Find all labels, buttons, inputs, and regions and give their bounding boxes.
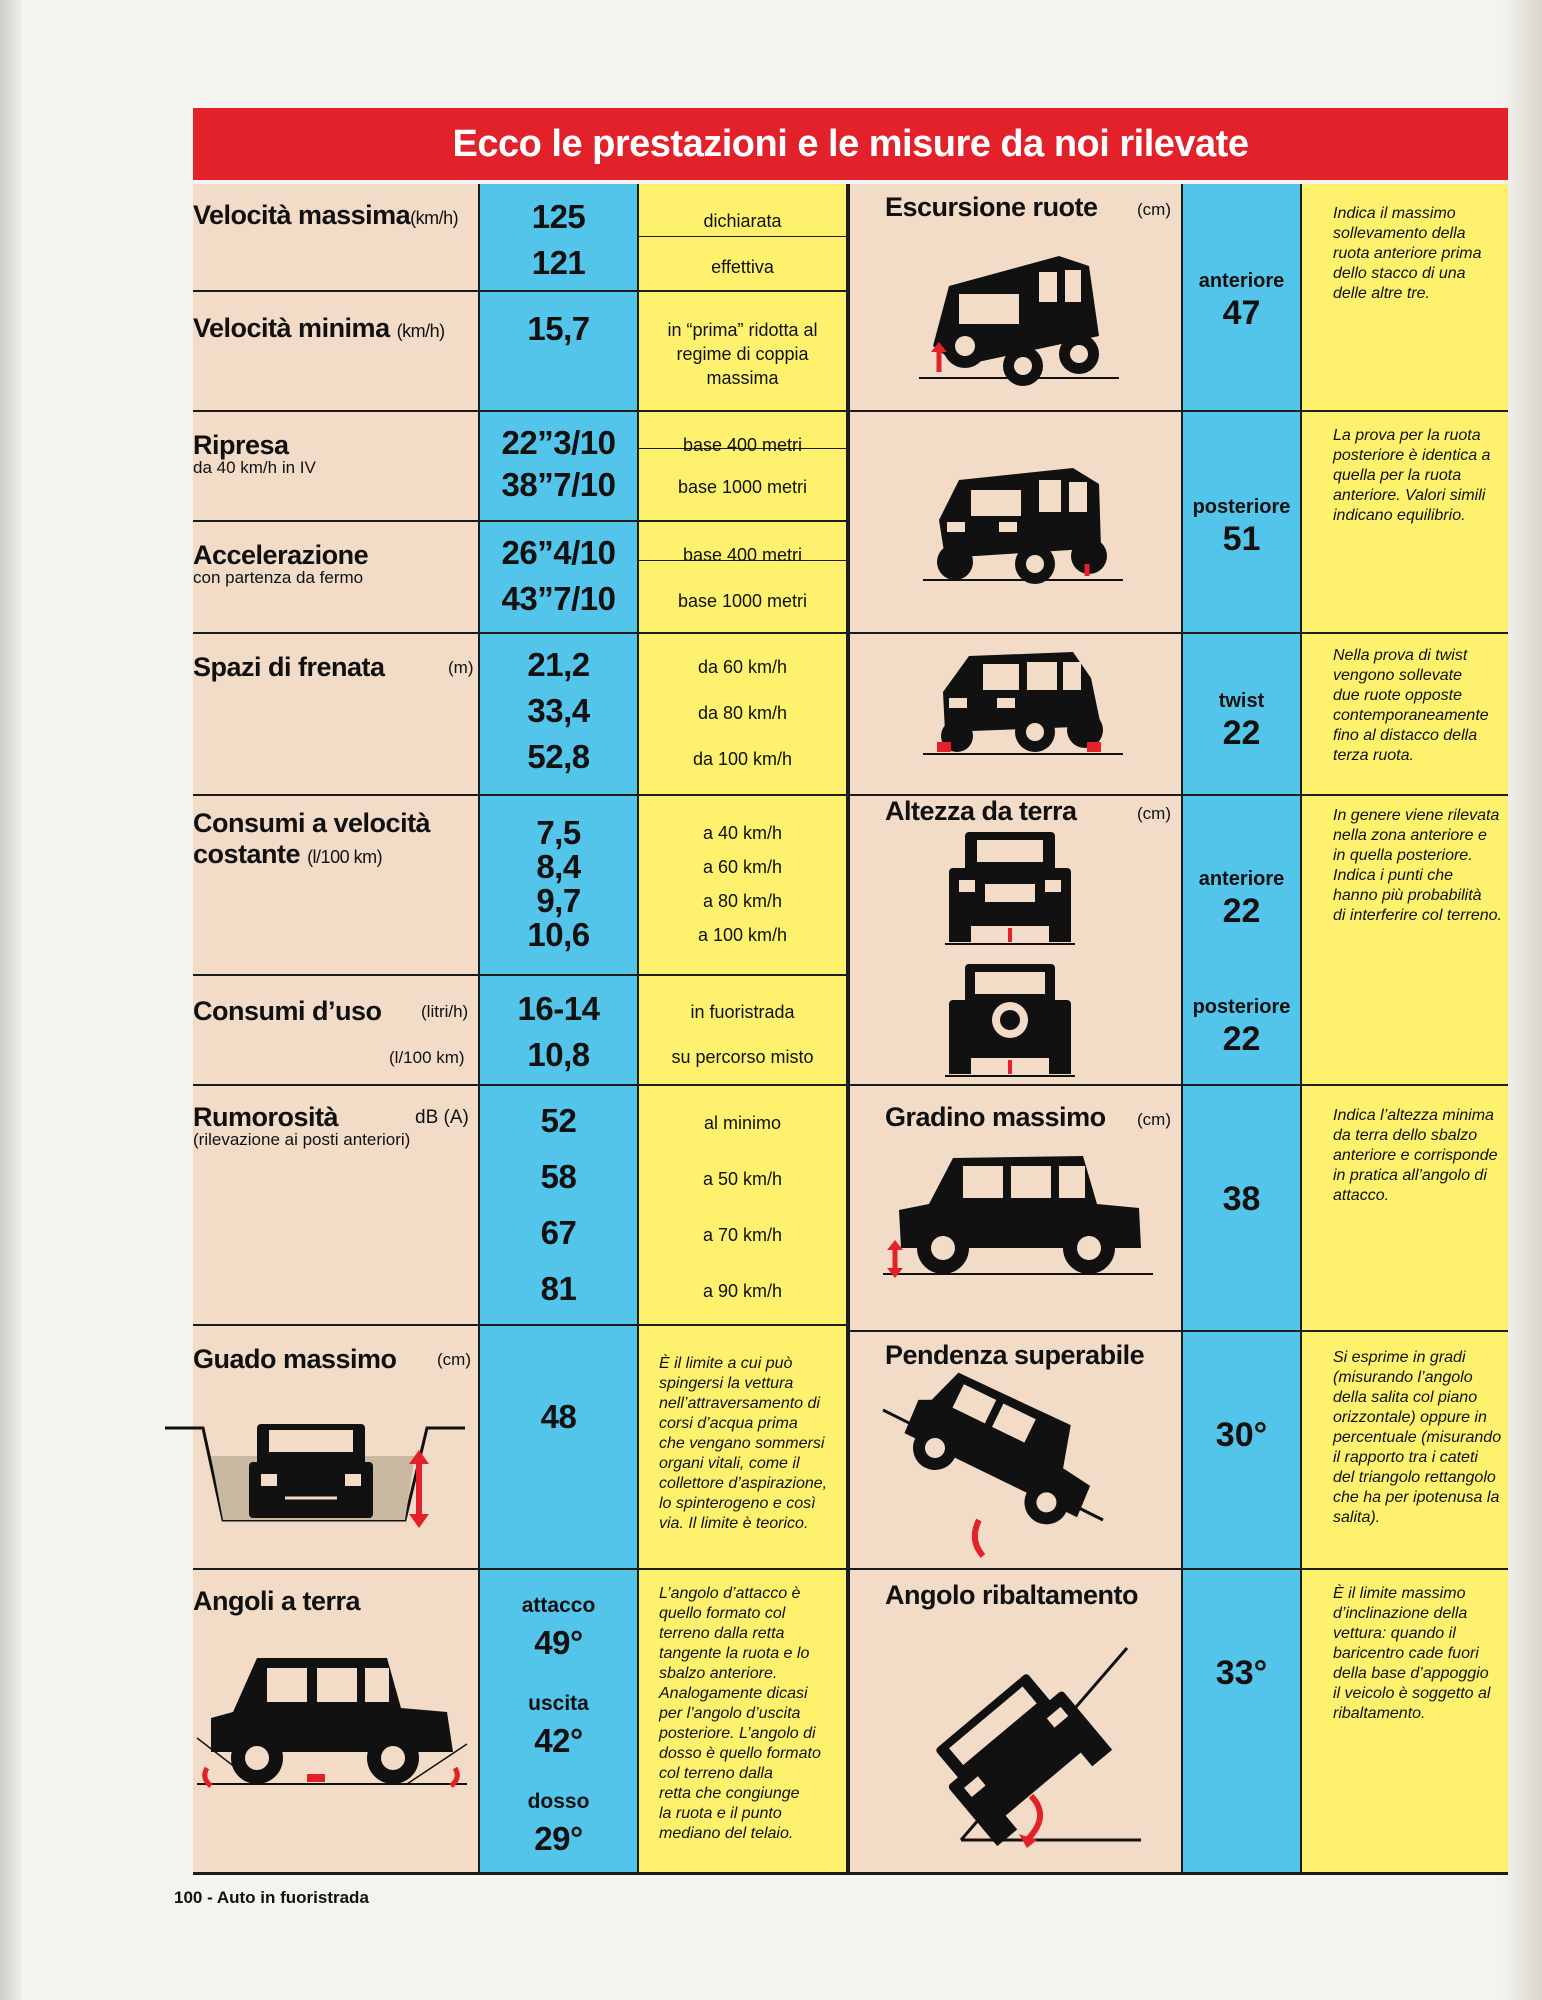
row-sublabel: (rilevazione ai posti anteriori) [193, 1130, 411, 1149]
unit: dB (A) [415, 1107, 469, 1128]
value: 15,7 [527, 310, 590, 347]
results-table [193, 108, 1508, 1875]
row-label: Consumi a velocità [193, 808, 431, 838]
sub-rule [639, 236, 846, 237]
row-label: Pendenza superabile [885, 1340, 1145, 1370]
row-rule [193, 794, 846, 796]
page-binding-edge [0, 0, 22, 2000]
note-line: vengono sollevate [1333, 667, 1462, 684]
note-line: baricentro cade fuori [1333, 1645, 1479, 1662]
note-line: Si esprime in gradi [1333, 1349, 1466, 1366]
measure-value: 22 [1222, 1020, 1261, 1058]
note-line: retta che congiunge [659, 1785, 800, 1802]
note-line: contemporaneamente [1333, 707, 1489, 724]
measure-name: anteriore [1198, 270, 1285, 292]
note-line: che ha per ipotenusa la [1333, 1489, 1500, 1506]
note-line: d’inclinazione della [1333, 1605, 1468, 1622]
measure-value: 22 [1222, 714, 1261, 752]
note-line: Indica il massimo [1333, 205, 1456, 222]
note-line: Analogamente dicasi [659, 1685, 808, 1702]
note-line: Indica i punti che [1333, 867, 1454, 884]
note-line: attacco. [1333, 1187, 1390, 1204]
row-rule [850, 1084, 1508, 1086]
wheel-travel-rear-illustration [923, 460, 1123, 590]
note-line: sbalzo anteriore. [659, 1665, 778, 1682]
row-label: costante (l/100 km) [193, 839, 383, 869]
note-line: la ruota e il punto [659, 1805, 782, 1822]
row-rule [193, 974, 846, 976]
value: 21,2 [527, 646, 590, 683]
row-rule [193, 1084, 846, 1086]
value: 121 [531, 244, 586, 281]
note-line: percentuale (misurando [1333, 1429, 1502, 1446]
measure-name: posteriore [1192, 496, 1291, 518]
description: a 80 km/h [702, 891, 783, 911]
note-line: quella per la ruota [1333, 467, 1462, 484]
description: base 400 metri [682, 435, 803, 455]
angle-value: 42° [534, 1722, 583, 1759]
description-line: in “prima” ridotta al [667, 320, 818, 340]
angle-name: uscita [528, 1692, 589, 1715]
rollover-angle-illustration [901, 1628, 1141, 1848]
note-line: col terreno dalla [659, 1765, 773, 1782]
description: a 60 km/h [702, 857, 783, 877]
note-line: nella zona anteriore e [1333, 827, 1487, 844]
value: 38”7/10 [501, 466, 616, 503]
angle-name: attacco [521, 1594, 596, 1617]
measure-name: anteriore [1198, 868, 1285, 890]
value: 22”3/10 [501, 424, 616, 461]
row-rule [193, 410, 846, 412]
angle-name: dosso [527, 1790, 590, 1813]
value: 10,8 [527, 1036, 590, 1073]
row-label: Altezza da terra [885, 796, 1077, 826]
description: a 50 km/h [702, 1169, 783, 1189]
note-line: lo spinterogeno e così [659, 1495, 816, 1512]
measure-name: twist [1218, 690, 1265, 712]
note-line: hanno più probabilità [1333, 887, 1482, 904]
measure-value: 22 [1222, 892, 1261, 930]
value: 33,4 [527, 692, 590, 729]
note-line: tangente la ruota e lo [659, 1645, 810, 1662]
note-line: indicano equilibrio. [1333, 507, 1466, 524]
note-line: La prova per la ruota [1333, 427, 1481, 444]
angles-car-illustration [197, 1648, 467, 1808]
row-label: Rumorosità [193, 1102, 339, 1132]
note-line: il veicolo è soggetto al [1333, 1685, 1491, 1702]
row-label: Velocità massima(km/h) [193, 200, 459, 230]
measure-value: 33° [1215, 1654, 1268, 1692]
row-rule [850, 410, 1508, 412]
note-line: di interferire col terreno. [1333, 907, 1502, 924]
description: da 60 km/h [697, 657, 788, 677]
value: 10,6 [527, 916, 590, 953]
row-rule [850, 1568, 1508, 1570]
value: 43”7/10 [501, 580, 616, 617]
ground-clearance-rear-illustration [945, 960, 1075, 1082]
note-line: da terra dello sbalzo [1333, 1127, 1478, 1144]
row-label: Escursione ruote [885, 192, 1098, 222]
angle-value: 49° [534, 1624, 583, 1661]
note-line: posteriore. L’angolo di [659, 1725, 816, 1742]
note-line: In genere viene rilevata [1333, 807, 1500, 824]
note-line: spingersi la vettura [659, 1375, 794, 1392]
row-label: Spazi di frenata [193, 652, 385, 682]
note-line: nell’attraversamento di [659, 1395, 820, 1412]
note-line: salita). [1333, 1509, 1381, 1526]
row-label: Consumi d’uso [193, 996, 382, 1026]
row-label: Accelerazione [193, 540, 369, 570]
value: 26”4/10 [501, 534, 616, 571]
description: base 400 metri [682, 545, 803, 565]
value: 9,7 [536, 882, 581, 919]
value: 52 [540, 1102, 577, 1139]
row-label: Angolo ribaltamento [885, 1580, 1138, 1610]
value: 58 [540, 1158, 577, 1195]
value: 67 [540, 1214, 577, 1251]
page-footer: 100 - Auto in fuoristrada [174, 1888, 369, 1907]
wading-car-illustration [165, 1408, 475, 1548]
note-line: fino al distacco della [1333, 727, 1478, 744]
row-label: Angoli a terra [193, 1586, 361, 1616]
note-line: dosso è quello formato [659, 1745, 821, 1762]
value: 125 [531, 198, 586, 235]
row-label: Ripresa [193, 430, 289, 460]
description: dichiarata [703, 211, 782, 231]
note-line: L’angolo d’attacco è [659, 1585, 801, 1602]
angle-value: 29° [534, 1820, 583, 1857]
note-line: in pratica all’angolo di [1333, 1167, 1487, 1184]
description: da 80 km/h [697, 703, 788, 723]
note-line: sollevamento della [1333, 225, 1466, 242]
value: 16-14 [517, 990, 600, 1027]
note-line: quello formato col [659, 1605, 786, 1622]
row-rule [850, 632, 1508, 634]
value: 48 [540, 1398, 577, 1435]
note-line: ribaltamento. [1333, 1705, 1426, 1722]
value: 52,8 [527, 738, 590, 775]
row-rule [193, 290, 846, 292]
note-line: È il limite massimo [1333, 1585, 1466, 1602]
unit: (l/100 km) [389, 1048, 465, 1067]
value: 7,5 [536, 814, 581, 851]
note-line: della salita col piano [1333, 1389, 1478, 1406]
row-sublabel: con partenza da fermo [193, 568, 364, 587]
note-line: posteriore è identica a [1333, 447, 1491, 464]
row-label: Velocità minima (km/h) [193, 313, 445, 343]
description-line: regime di coppia [676, 344, 809, 364]
row-rule [193, 632, 846, 634]
page-title: Ecco le prestazioni e le misure da noi rilevate [193, 108, 1508, 180]
unit: (cm) [437, 1350, 471, 1369]
unit: (cm) [1137, 804, 1171, 823]
measure-value: 38 [1222, 1180, 1261, 1218]
note-line: Nella prova di twist [1333, 647, 1468, 664]
wheel-travel-twist-illustration [923, 642, 1123, 762]
row-rule [193, 1568, 846, 1570]
description: in fuoristrada [690, 1002, 795, 1022]
row-rule [193, 520, 846, 522]
note-line: organi vitali, come il [659, 1455, 800, 1472]
note-line: il rapporto tra i cateti [1333, 1449, 1478, 1466]
unit: (cm) [1137, 200, 1171, 219]
note-line: delle altre tre. [1333, 285, 1430, 302]
note-line: corsi d’acqua prima [659, 1415, 798, 1432]
ground-clearance-front-illustration [945, 828, 1075, 950]
description: a 70 km/h [702, 1225, 783, 1245]
note-line: ruota anteriore prima [1333, 245, 1482, 262]
description: al minimo [703, 1113, 782, 1133]
description: su percorso misto [671, 1047, 814, 1067]
note-line: mediano del telaio. [659, 1825, 794, 1842]
row-rule [850, 1330, 1508, 1332]
row-sublabel: da 40 km/h in IV [193, 458, 316, 477]
unit: (l/100 km) [307, 847, 383, 867]
value: 81 [540, 1270, 577, 1307]
description: a 90 km/h [702, 1281, 783, 1301]
row-rule [193, 1324, 846, 1326]
note-line: (misurando l’angolo [1333, 1369, 1473, 1386]
note-line: via. Il limite è teorico. [659, 1515, 809, 1532]
note-line: Indica l’altezza minima [1333, 1107, 1494, 1124]
description: effettiva [711, 257, 774, 277]
unit: (m) [448, 658, 474, 677]
note-line: È il limite a cui può [659, 1355, 793, 1372]
note-line: collettore d’aspirazione, [659, 1475, 828, 1492]
value: 8,4 [536, 848, 581, 885]
description: a 100 km/h [697, 925, 788, 945]
unit: (cm) [1137, 1110, 1171, 1129]
note-line: orizzontale) oppure in [1333, 1409, 1487, 1426]
note-line: terza ruota. [1333, 747, 1414, 764]
measure-value: 47 [1222, 294, 1261, 332]
note-line: due ruote opposte [1333, 687, 1462, 704]
description: base 1000 metri [677, 477, 808, 497]
note-line: della base d’appoggio [1333, 1665, 1489, 1682]
note-line: vettura: quando il [1333, 1625, 1456, 1642]
note-line: anteriore. Valori simili [1333, 487, 1486, 504]
measure-name: posteriore [1192, 996, 1291, 1018]
divider [1300, 184, 1302, 1872]
note-line: anteriore e corrisponde [1333, 1147, 1498, 1164]
wheel-travel-front-illustration [919, 246, 1119, 386]
note-line: del triangolo rettangolo [1333, 1469, 1496, 1486]
measure-value: 51 [1222, 520, 1261, 558]
description: da 100 km/h [692, 749, 793, 769]
description-line: massima [706, 368, 779, 388]
row-label: Gradino massimo [885, 1102, 1106, 1132]
note-line: per l’angolo d’uscita [659, 1705, 801, 1722]
unit: (km/h) [396, 321, 445, 341]
row-label: Guado massimo [193, 1344, 397, 1374]
note-line: in quella posteriore. [1333, 847, 1473, 864]
description: a 40 km/h [702, 823, 783, 843]
description: base 1000 metri [677, 591, 808, 611]
unit: (km/h) [410, 208, 459, 228]
note-line: che vengano sommersi [659, 1435, 825, 1452]
note-line: dello stacco di una [1333, 265, 1466, 282]
measure-value: 30° [1215, 1416, 1268, 1454]
max-step-illustration [883, 1148, 1153, 1278]
unit: (litri/h) [421, 1002, 469, 1021]
max-gradient-illustration [883, 1380, 1143, 1560]
note-line: terreno dalla retta [659, 1625, 785, 1642]
